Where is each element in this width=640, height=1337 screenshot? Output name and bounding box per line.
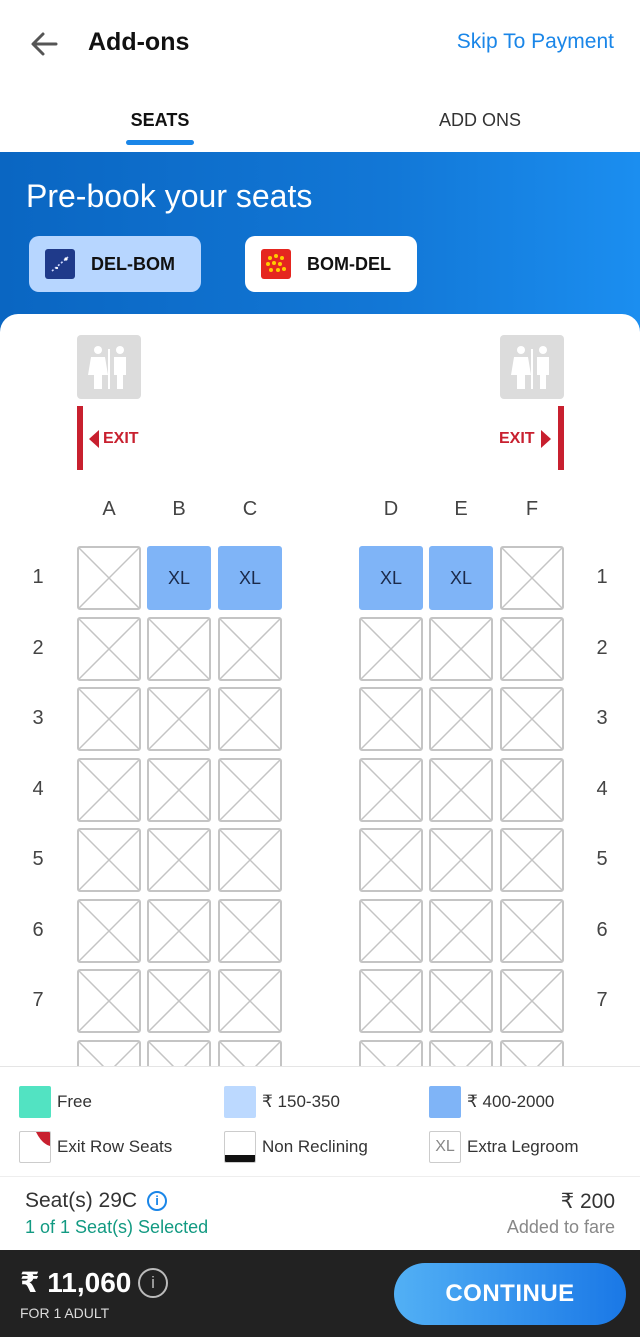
seat-7c[interactable] [218, 969, 282, 1033]
seat-2a[interactable] [77, 617, 141, 681]
legend-label: Non Reclining [262, 1137, 368, 1156]
exit-label: EXIT [499, 430, 535, 447]
airline-logo-icon [45, 249, 75, 279]
seat-2b[interactable] [147, 617, 211, 681]
back-arrow-icon[interactable] [26, 26, 62, 62]
seat-7b[interactable] [147, 969, 211, 1033]
seat-2d[interactable] [359, 617, 423, 681]
column-label-a: A [102, 498, 116, 520]
seat-1b[interactable] [147, 546, 211, 610]
seat-4a[interactable] [77, 758, 141, 822]
seat-5d[interactable] [359, 828, 423, 892]
xl-label: XL [379, 568, 403, 588]
seat-map[interactable] [0, 314, 640, 1066]
row-label-right: 4 [596, 777, 608, 800]
seats-selected-count: 1 of 1 Seat(s) Selected [25, 1217, 209, 1237]
xl-label: XL [449, 568, 473, 588]
column-label-b: B [172, 498, 186, 520]
row-label-left: 4 [32, 777, 44, 800]
seat-6c[interactable] [218, 899, 282, 963]
xl-badge: XL [429, 1131, 461, 1163]
seat-8a[interactable] [77, 1040, 141, 1067]
lavatory-icon [77, 335, 141, 399]
row-label-right: 1 [596, 566, 608, 588]
seat-1d[interactable] [359, 546, 423, 610]
info-icon[interactable]: i [147, 1191, 167, 1211]
seat-2e[interactable] [429, 617, 493, 681]
row-label-left: 3 [32, 707, 44, 729]
free-swatch [19, 1086, 51, 1118]
airline-logo-icon [261, 249, 291, 279]
row-label-left: 7 [32, 989, 44, 1011]
legend-low-price [224, 1086, 340, 1118]
exit-arrow-right-icon [541, 430, 551, 448]
seat-7d[interactable] [359, 969, 423, 1033]
seat-4f[interactable] [500, 758, 564, 822]
sector-chip-bom-del[interactable] [245, 236, 417, 292]
seat-3d[interactable] [359, 687, 423, 751]
seat-6e[interactable] [429, 899, 493, 963]
selection-summary [0, 1176, 640, 1250]
sector-label: DEL-BOM [91, 253, 175, 274]
seat-8e[interactable] [429, 1040, 493, 1067]
fare-info-icon[interactable]: i [138, 1268, 168, 1298]
exit-label: EXIT [103, 430, 139, 447]
seat-3f[interactable] [500, 687, 564, 751]
seat-6a[interactable] [77, 899, 141, 963]
selected-seat-text: Seat(s) 29C [25, 1189, 138, 1212]
row-label-right: 2 [596, 636, 608, 659]
legend-label: ₹ 150-350 [262, 1092, 340, 1111]
legend-free [19, 1086, 92, 1118]
passenger-count: FOR 1 ADULT [20, 1305, 110, 1321]
legend-label: Free [57, 1092, 92, 1111]
low-price-swatch [224, 1086, 256, 1118]
seat-2c[interactable] [218, 617, 282, 681]
seat-fare: ₹ 200 [560, 1190, 615, 1213]
row-label-right: 3 [596, 707, 608, 729]
app-header [0, 0, 640, 88]
continue-button[interactable]: CONTINUE [394, 1263, 626, 1325]
seat-1e[interactable] [429, 546, 493, 610]
bottom-bar [0, 1250, 640, 1337]
legend-label: Exit Row Seats [57, 1137, 173, 1156]
total-price: ₹ 11,060 [20, 1267, 132, 1298]
page-title: Add-ons [88, 28, 190, 56]
legend-exit-row [19, 1131, 172, 1163]
seat-5f[interactable] [500, 828, 564, 892]
sector-label: BOM-DEL [307, 253, 391, 274]
seat-legend [0, 1066, 640, 1176]
lavatory-icon [500, 335, 564, 399]
column-label-c: C [242, 498, 258, 520]
column-label-e: E [454, 498, 468, 520]
seat-7a[interactable] [77, 969, 141, 1033]
xl-label: XL [167, 568, 191, 588]
seat-8b[interactable] [147, 1040, 211, 1067]
banner-title: Pre-book your seats [26, 178, 313, 214]
active-tab-indicator [126, 140, 194, 145]
row-label-right: 5 [596, 848, 608, 870]
seat-4c[interactable] [218, 758, 282, 822]
seat-1f[interactable] [500, 546, 564, 610]
legend-label: Extra Legroom [467, 1137, 579, 1156]
non-reclining-swatch [224, 1131, 256, 1163]
row-label-left: 6 [32, 918, 44, 941]
tab-add-ons[interactable]: ADD ONS [438, 110, 521, 130]
exit-arrow-left-icon [89, 430, 99, 448]
tab-seats[interactable]: SEATS [130, 110, 190, 130]
seat-8f[interactable] [500, 1040, 564, 1067]
seat-6f[interactable] [500, 899, 564, 963]
xl-label: XL [238, 568, 262, 588]
row-label-right: 6 [596, 918, 608, 941]
legend-label: ₹ 400-2000 [467, 1092, 555, 1111]
column-label-f: F [525, 498, 539, 520]
high-price-swatch [429, 1086, 461, 1118]
seat-4d[interactable] [359, 758, 423, 822]
row-label-left: 5 [32, 848, 44, 870]
row-label-left: 1 [32, 566, 44, 588]
row-label-left: 2 [32, 636, 44, 659]
seat-8d[interactable] [359, 1040, 423, 1067]
sector-chip-del-bom[interactable] [29, 236, 201, 292]
seat-7f[interactable] [500, 969, 564, 1033]
seat-3a[interactable] [77, 687, 141, 751]
seat-4b[interactable] [147, 758, 211, 822]
seat-1c[interactable] [218, 546, 282, 610]
seat-5a[interactable] [77, 828, 141, 892]
seat-8c[interactable] [218, 1040, 282, 1067]
seat-5c[interactable] [218, 828, 282, 892]
fare-note: Added to fare [506, 1217, 615, 1237]
exit-sign-right [490, 406, 570, 470]
exit-row-swatch [19, 1131, 51, 1163]
seat-2f[interactable] [500, 617, 564, 681]
legend-non-reclining [224, 1131, 368, 1163]
row-label-right: 7 [596, 989, 608, 1011]
seat-info [25, 1189, 167, 1213]
exit-sign-left [77, 406, 157, 470]
tab-bar [0, 88, 640, 152]
seat-6b[interactable] [147, 899, 211, 963]
seat-3c[interactable] [218, 687, 282, 751]
seat-3b[interactable] [147, 687, 211, 751]
legend-high-price [429, 1086, 554, 1118]
legend-extra-legroom [429, 1131, 579, 1163]
seat-5e[interactable] [429, 828, 493, 892]
seat-1a[interactable] [77, 546, 141, 610]
column-label-d: D [383, 498, 399, 520]
seat-7e[interactable] [429, 969, 493, 1033]
skip-to-payment-link[interactable]: Skip To Payment [456, 30, 614, 53]
seat-4e[interactable] [429, 758, 493, 822]
seat-6d[interactable] [359, 899, 423, 963]
seat-5b[interactable] [147, 828, 211, 892]
seat-3e[interactable] [429, 687, 493, 751]
